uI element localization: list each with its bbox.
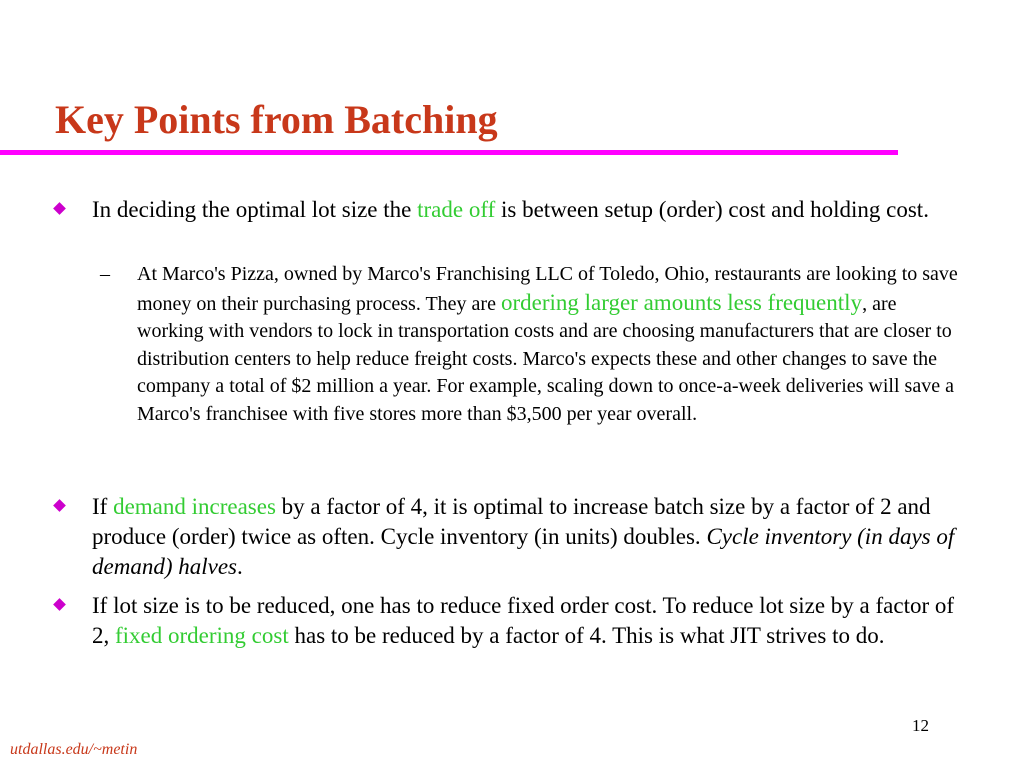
sub-bullet-text: At Marco's Pizza, owned by Marco's Franchising LLC of Toledo, Ohio, restaurants are looking to save money on their purchasing process. They are ordering larger amounts less frequently, are working with vendors to lock in transportation costs and are choosing manufacturers that are closer to distribution centers to help reduce freight costs. Marco's expects these and other changes to save the company a total of $2 million a year. For example, scaling down to once-a-week deliveries will save a Marco's franchisee with five stores more than $3,500 per year overall. bbox=[137, 263, 958, 425]
diamond-bullet-icon bbox=[53, 499, 66, 512]
emphasis-text: Cycle inventory (in days of demand) halves bbox=[92, 524, 955, 579]
highlight-text: fixed ordering cost bbox=[115, 623, 289, 648]
dash-bullet: – bbox=[100, 263, 110, 285]
bullet-text: If lot size is to be reduced, one has to reduce fixed order cost. To reduce lot size by a factor of 2, fixed ordering cost has to be reduced by a factor of 4. This is what JIT strives to do. bbox=[92, 593, 955, 648]
diamond-bullet-icon bbox=[53, 598, 66, 611]
page-number: 12 bbox=[912, 716, 929, 735]
title-divider bbox=[0, 150, 898, 155]
bullet-text: If demand increases by a factor of 4, it is optimal to increase batch size by a factor of 2 and produce (order) twice as often. Cycle inventory (in units) doubles. Cycle inventory (in days of demand) halves. bbox=[92, 494, 955, 579]
slide-title: Key Points from Batching bbox=[55, 97, 498, 142]
highlight-text: trade off bbox=[417, 197, 496, 222]
highlight-text: ordering larger amounts less frequently bbox=[500, 289, 863, 315]
bullet-text: In deciding the optimal lot size the trade off is between setup (order) cost and holding cost. bbox=[92, 197, 929, 222]
diamond-bullet-icon bbox=[53, 202, 66, 215]
highlight-text: demand increases bbox=[113, 494, 276, 519]
footer-url: utdallas.edu/~metin bbox=[10, 741, 138, 758]
